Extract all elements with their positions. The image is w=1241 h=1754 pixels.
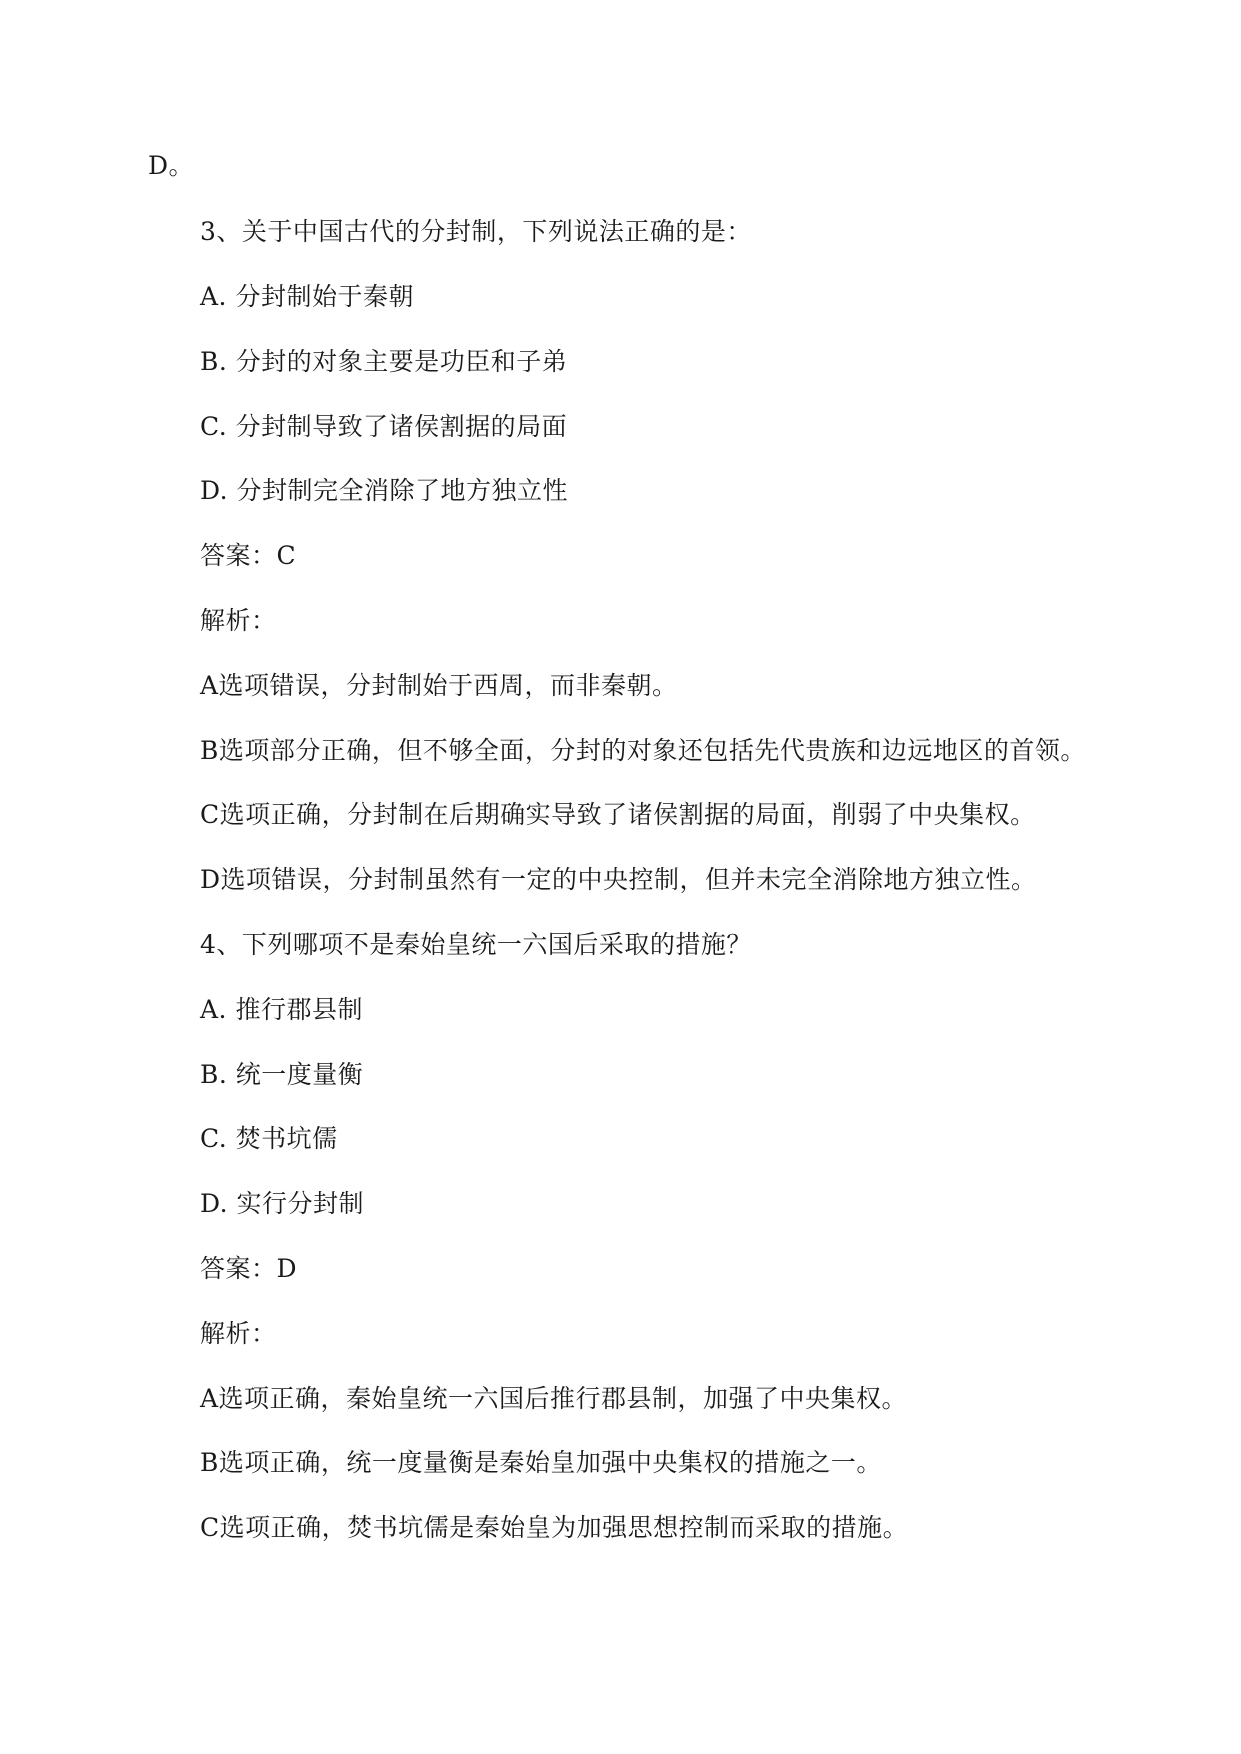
- question-4-stem: 4、下列哪项不是秦始皇统一六国后采取的措施？: [200, 930, 752, 959]
- question-3-option-a: A. 分封制始于秦朝: [200, 282, 414, 311]
- question-4-answer: 答案：D: [200, 1254, 298, 1283]
- question-4-analysis-c: C选项正确，焚书坑儒是秦始皇为加强思想控制而采取的措施。: [200, 1513, 909, 1542]
- question-3-option-d: D. 分封制完全消除了地方独立性: [200, 476, 569, 505]
- question-4-option-d: D. 实行分封制: [200, 1189, 365, 1218]
- question-3-analysis-label: 解析：: [200, 606, 277, 635]
- question-4-option-c: C. 焚书坑儒: [200, 1124, 338, 1153]
- question-3-analysis-d: D选项错误，分封制虽然有一定的中央控制，但并未完全消除地方独立性。: [200, 865, 1037, 894]
- question-3-analysis-c: C选项正确，分封制在后期确实导致了诸侯割据的局面，削弱了中央集权。: [200, 800, 1036, 829]
- question-4-option-a: A. 推行郡县制: [200, 995, 363, 1024]
- question-4-analysis-label: 解析：: [200, 1319, 277, 1348]
- question-4-analysis-a: A选项正确，秦始皇统一六国后推行郡县制，加强了中央集权。: [200, 1384, 908, 1413]
- question-3-analysis-a: A选项错误，分封制始于西周，而非秦朝。: [200, 671, 678, 700]
- question-3-option-c: C. 分封制导致了诸侯割据的局面: [200, 412, 568, 441]
- question-4-analysis-b: B选项正确，统一度量衡是秦始皇加强中央集权的措施之一。: [200, 1448, 882, 1477]
- question-3-analysis-b: B选项部分正确，但不够全面，分封的对象还包括先代贵族和边远地区的首领。: [200, 736, 1086, 765]
- question-3-stem: 3、关于中国古代的分封制，下列说法正确的是：: [200, 217, 752, 246]
- text-line: D。: [148, 151, 195, 180]
- question-3-answer: 答案：C: [200, 541, 297, 570]
- question-4-option-b: B. 统一度量衡: [200, 1060, 364, 1089]
- question-3-option-b: B. 分封的对象主要是功臣和子弟: [200, 347, 568, 376]
